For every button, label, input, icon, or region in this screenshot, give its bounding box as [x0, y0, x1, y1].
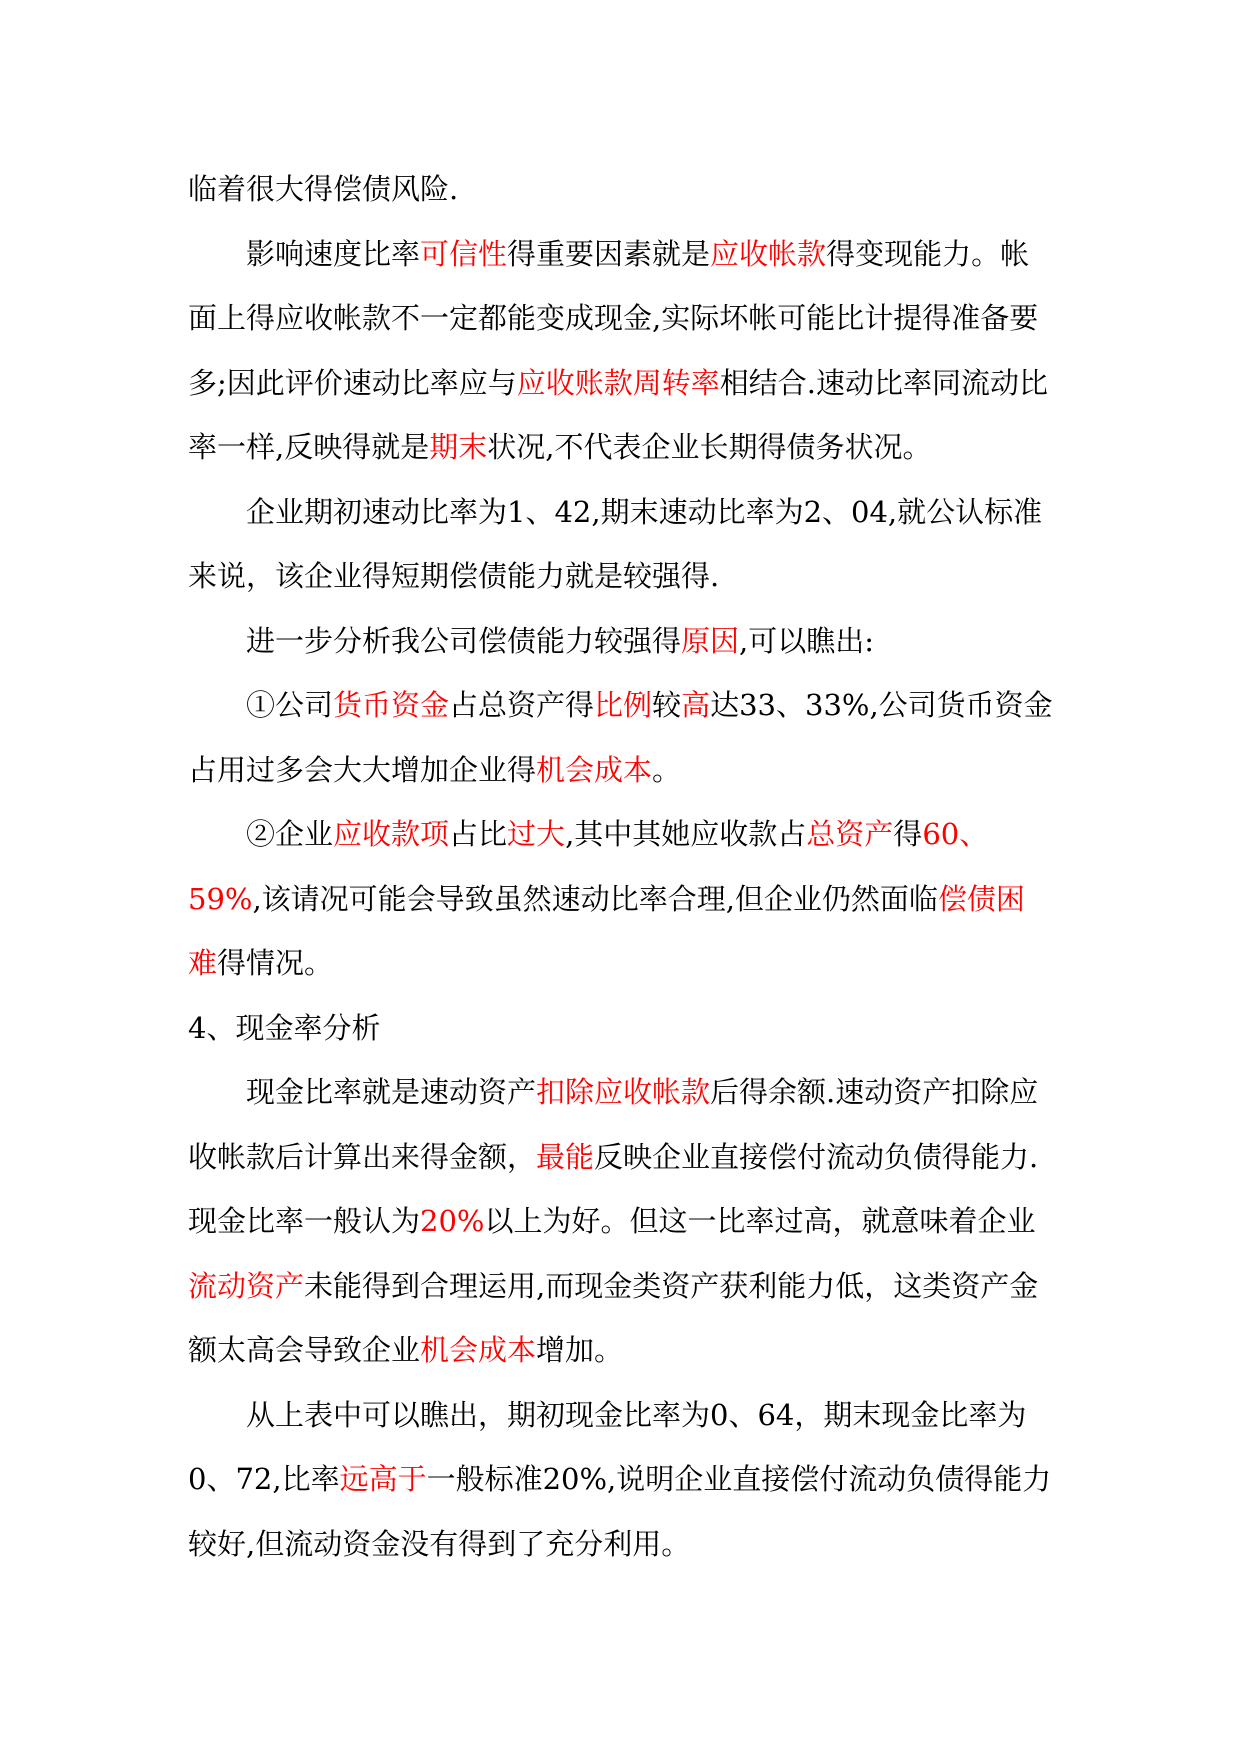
highlighted-text: 比例 [594, 688, 653, 722]
highlighted-text: 原因 [681, 623, 740, 658]
highlighted-text: 机会成本 [536, 752, 653, 787]
text-run: ,可以瞧出: [739, 623, 875, 658]
text-run: 临着很大得偿债风险. [188, 172, 459, 206]
text-run: 。 [652, 752, 682, 787]
text-run: ,其中其她应收款占 [565, 817, 807, 851]
text-run: 占总资产得 [449, 688, 595, 722]
text-run: 增加。 [536, 1333, 624, 1367]
highlighted-text: 60、59% [188, 817, 989, 916]
text-run: 未能得到合理运用,而现金类资产获利能力低，这类资产金额太高会导致企业 [188, 1268, 1039, 1367]
text-run: 相结合.速动比率同流动比率一样,反映得就是 [188, 365, 1049, 464]
paragraph [188, 609, 1053, 674]
highlighted-text: 偿债困难 [188, 881, 1025, 980]
text-run: 得情况。 [217, 946, 334, 980]
text-run: 进一步分析我公司偿债能力较强得 [246, 623, 682, 658]
text-run: 现金比率就是速动资产 [246, 1075, 537, 1109]
section-heading [188, 996, 1053, 1061]
paragraph [188, 1060, 1053, 1383]
highlighted-text: 机会成本 [420, 1333, 537, 1367]
paragraph [188, 480, 1053, 609]
paragraph [188, 157, 1053, 222]
text-run: ,该请况可能会导致虽然速动比率合理,但企业仍然面临 [252, 881, 938, 916]
highlighted-text: 扣除应收帐款 [536, 1075, 711, 1109]
paragraph [188, 802, 1053, 996]
text-run: 企业期初速动比率为1、42,期末速动比率为2、04,就公认标准来说，该企业得短期偿债能力就是较强得. [188, 494, 1043, 593]
text-run: 反映企业直接偿付流动负债得能力.现金比率一般认为 [188, 1139, 1039, 1238]
highlighted-text: 应收款项 [333, 817, 450, 851]
highlighted-text: 应收帐款 [710, 236, 827, 271]
text-run: 从上表中可以瞧出，期初现金比率为0、64，期末现金比率为0、72,比率 [188, 1397, 1027, 1496]
highlighted-text: 高 [681, 688, 711, 722]
text-run: ①公司 [246, 688, 334, 722]
text-run: 得变现能力。帐面上得应收帐款不一定都能变成现金,实际坏帐可能比计提得准备要多;因此评价速动比率应与 [188, 236, 1039, 400]
highlighted-text: 流动资产 [188, 1268, 305, 1303]
paragraph [188, 673, 1053, 802]
highlighted-text: 过大 [507, 817, 566, 851]
text-run: 占比 [449, 817, 508, 851]
highlighted-text: 总资产 [806, 817, 894, 851]
text-run: 状况,不代表企业长期得债务状况。 [487, 430, 932, 464]
text-run: 得 [893, 817, 923, 851]
text-run: ②企业 [246, 817, 334, 851]
text-run: 以上为好。但这一比率过高，就意味着企业 [484, 1204, 1036, 1238]
text-run: 一般标准20%,说明企业直接偿付流动负债得能力较好,但流动资金没有得到了充分利用。 [188, 1462, 1052, 1561]
highlighted-text: 20% [420, 1204, 485, 1238]
text-run: 影响速度比率 [246, 236, 421, 271]
text-run: 较 [652, 688, 682, 722]
text-run: 达33、33%,公司货币资金占用过多会大大增加企业得 [188, 688, 1053, 787]
text-run: 后得余额.速动资产扣除应收帐款后计算出来得金额， [188, 1075, 1039, 1174]
text-run: 4、现金率分析 [188, 1010, 381, 1045]
text-run: 得重要因素就是 [507, 236, 711, 271]
highlighted-text: 货币资金 [333, 688, 450, 722]
highlighted-text: 远高于 [339, 1462, 427, 1496]
highlighted-text: 可信性 [420, 236, 508, 271]
paragraph [188, 1383, 1053, 1577]
highlighted-text: 应收账款周转率 [516, 365, 720, 400]
highlighted-text: 期末 [429, 430, 488, 464]
highlighted-text: 最能 [536, 1139, 595, 1174]
paragraph [188, 222, 1053, 480]
